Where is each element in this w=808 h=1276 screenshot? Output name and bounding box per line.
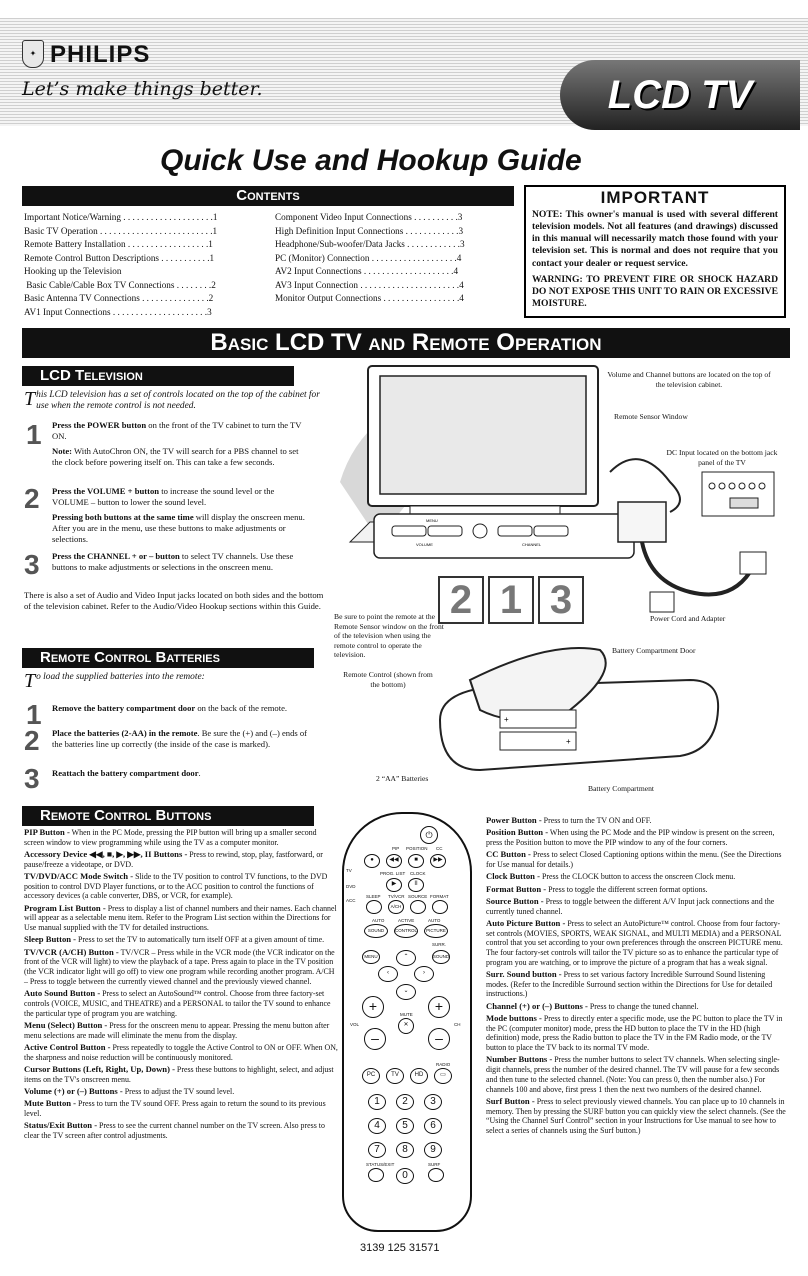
desc-mode: Mode buttons - Press to directly enter a specific mode, use the PC button to place the TV in the PC (computer monitor) mode, press the HD button to place the TV in the HD (high definition) mode, press the Radio button to place the TV in the FM Radio mode, or the TV button to place the TV back to its normal TV mode.: [486, 1013, 783, 1053]
toc-item[interactable]: Basic TV Operation . . . . . . . . . . . . . . . . . . . . . . . . .1: [24, 225, 218, 236]
auto-picture-button[interactable]: PICTURE: [424, 924, 448, 938]
pip-button[interactable]: ●: [364, 854, 380, 868]
number-button-7[interactable]: 7: [368, 1142, 386, 1158]
number-button-2[interactable]: 2: [396, 1094, 414, 1110]
important-heading: IMPORTANT: [600, 188, 710, 207]
number-button-3[interactable]: 3: [424, 1094, 442, 1110]
number-button-1[interactable]: 1: [368, 1094, 386, 1110]
cursor-down-button[interactable]: ⌄: [396, 984, 416, 1000]
prog-list-label: PROG. LIST: [380, 871, 406, 876]
sleep-button[interactable]: [366, 900, 382, 914]
contents-heading: Contents: [22, 186, 514, 206]
active-label: ACTIVE: [398, 918, 415, 923]
toc-item[interactable]: Monitor Output Connections . . . . . . . . . . . . . . . . .4: [275, 293, 464, 303]
status-exit-label: STATUS/EXIT: [366, 1162, 395, 1167]
desc-source: Source Button - Press to toggle between the different A/V Input jack connections and the currently tuned channel.: [486, 895, 775, 916]
number-button-0[interactable]: 0: [396, 1168, 414, 1184]
callout-1: 1: [488, 576, 534, 624]
aa-batteries-caption: 2 “AA” Batteries: [376, 774, 429, 783]
batteries-heading: Remote Control Batteries: [22, 648, 314, 668]
desc-menu: Menu (Select) Button - Press for the onscreen menu to appear. Pressing the menu button after menu selections are made will eliminate the menu from the display.: [24, 1019, 330, 1040]
desc-auto-sound: Auto Sound Button - Press to select an AutoSound™ control. Choose from three factory-set controls (VOICE, MUSIC, and THEATRE) and a PERSONAL to tailor the TV sound to enhance the particular type of program you are watching.: [24, 988, 331, 1018]
desc-accessory: Accessory Device ◀◀, ■, ▶, ▶▶, II Buttons - Press to rewind, stop, play, fastforward, or pause/freeze a videotape, or DVD.: [24, 849, 323, 869]
stop-button[interactable]: ■: [408, 854, 424, 868]
desc-format: Format Button - Press to toggle the different screen format options.: [486, 883, 708, 894]
surf-button[interactable]: [428, 1168, 444, 1182]
buttons-right-column: [486, 816, 788, 1138]
cc-label: CC: [436, 846, 443, 851]
desc-program-list: Program List Button - Press to display a list of channel numbers and their names. Each channel will appear as a selectable menu item. Refer to the Program List section within the Directions for Use manual supplied with the TV for detailed instructions.: [24, 902, 337, 933]
toc-right: [275, 211, 515, 306]
toc-item[interactable]: Component Video Input Connections . . . . . . . . . .3: [275, 212, 463, 222]
tv-screen-icon: [380, 376, 586, 494]
desc-mute: Mute Button - Press to turn the TV sound OFF. Press again to return the sound to its previous level.: [24, 1098, 326, 1118]
source-button[interactable]: [410, 900, 426, 914]
mute-button[interactable]: ✕: [398, 1018, 414, 1034]
surf-label: SURF: [428, 1162, 441, 1167]
vol-label: VOL: [350, 1022, 360, 1027]
desc-pip: PIP Button - When in the PC Mode, pressing the PIP button will bring up a smaller second screen window to view programming while using the TV as a computer monitor.: [24, 827, 317, 847]
cursor-up-button[interactable]: ⌃: [396, 950, 416, 966]
step-number: 3: [24, 549, 40, 580]
desc-mode-switch: TV/DVD/ACC Mode Switch - Slide to the TV position to control TV functions, to the DVD position to control DVD Player functions, or to the ACC position to control the functions of accessory devices (a cable converter, DBS, or VCR, for example).: [24, 871, 328, 901]
toc-item[interactable]: Headphone/Sub-woofer/Data Jacks . . . . . . . . . . . .3: [275, 239, 465, 249]
desc-number: Number Buttons - Press the number buttons to select TV channels. When selecting single-digit channels, press the number of the desired channel. The TV will pause for a few seconds and then tune to the selected channel. (Note: You can press 0, then the number also.) For channels 100 and above, first press 1 then the next two numbers of the desired channel.: [486, 1054, 780, 1094]
step-number: 2: [24, 483, 40, 514]
desc-sleep: Sleep Button - Press to set the TV to automatically turn itself OFF at a given amount of time.: [24, 934, 325, 945]
sensor-caption: Remote Sensor Window: [614, 412, 688, 421]
ch-label: CH: [454, 1022, 461, 1027]
channel-label: CHANNEL: [522, 542, 542, 547]
toc-item[interactable]: Basic Cable/Cable Box TV Connections . . . . . . . .2: [24, 279, 216, 290]
desc-auto-picture: Auto Picture Button - Press to select an AutoPicture™ control. Choose from four factory-set controls (MOVIES, SPORTS, WEAK SIGNAL, and MULTI MEDIA) and a PERSONAL control that you set according to your own preferences through the onscreen PICTURE menu. The four factory-set controls will tailor the TV picture so as to enhance the particular type of program you are watching, or to improve the picture of a program that has a weak signal.: [486, 917, 783, 967]
lcd-step-3: Press the CHANNEL + or – button to select TV channels. Use these buttons to make adjustments or selections in the onscreen menu.: [52, 551, 294, 572]
section-heading-basic-operation: Basic LCD TV and Remote Operation: [22, 328, 790, 358]
desc-surr-sound: Surr. Sound button - Press to set various factory Incredible Surround Sound listening modes. (Refer to the Incredible Surround section within the Directions for Use for detailed instructions.): [486, 969, 773, 999]
lcd-tv-badge: LCD TV: [560, 60, 800, 130]
pip-label: PIP: [392, 846, 400, 851]
svg-text:+: +: [504, 715, 509, 724]
dc-input-caption: DC Input located on the bottom jack panel of the TV: [666, 448, 778, 467]
cursor-left-button[interactable]: ‹: [378, 966, 398, 982]
toc-item: Hooking up the Television: [24, 266, 122, 276]
toc-left: [24, 211, 264, 319]
brand-tagline: Let’s make things better.: [22, 78, 263, 100]
point-remote-caption: Be sure to point the remote at the Remote Sensor window on the front of the television when using the remote control to operate the television.: [334, 612, 444, 659]
rewind-button[interactable]: ◀◀: [386, 854, 402, 868]
power-cord-caption: Power Cord and Adapter: [650, 614, 726, 623]
channel-plus-button[interactable]: +: [428, 996, 450, 1018]
desc-power: Power Button - Press to turn the TV ON and OFF.: [486, 815, 652, 825]
sleep-label: SLEEP: [366, 894, 381, 899]
auto-sound-button[interactable]: SOUND: [364, 924, 388, 938]
philips-shield-icon: ✦: [22, 40, 44, 68]
number-button-9[interactable]: 9: [424, 1142, 442, 1158]
remote-bottom-caption: Remote Control (shown from the bottom): [343, 670, 433, 689]
battery-step-2: Place the batteries (2-AA) in the remote. Be sure the (+) and (–) ends of the batteries line up correctly (the inside of the case is marked).: [52, 728, 308, 749]
battery-compartment-caption: Battery Compartment: [588, 784, 655, 793]
desc-active-control: Active Control Button - Press repeatedly to toggle the Active Control to ON or OFF. When ON, the sharpness and noise reduction will be continuously monitored.: [24, 1041, 338, 1062]
number-button-4[interactable]: 4: [368, 1118, 386, 1134]
important-note: NOTE: This owner's manual is used with several different television models. Not all features (and drawings) discussed in this manual will necessarily match those found with your television set. This is normal and does not require that you contact your dealer or request service.: [532, 208, 778, 269]
channel-minus-button[interactable]: [498, 526, 532, 536]
desc-channel: Channel (+) or (–) Buttons - Press to change the tuned channel.: [486, 1000, 699, 1011]
hd-mode-button[interactable]: HD: [410, 1068, 428, 1084]
jack-panel-icon: [702, 472, 774, 516]
toc-item[interactable]: Remote Battery Installation . . . . . . . . . . . . . . . . . .1: [24, 239, 213, 249]
svg-text:+: +: [566, 737, 571, 746]
toc-item[interactable]: Important Notice/Warning . . . . . . . . . . . . . . . . . . . .1: [24, 212, 218, 222]
tvvcr-button[interactable]: A/CH: [388, 900, 404, 914]
step-number: 1: [26, 419, 42, 450]
brand-name: PHILIPS: [50, 41, 151, 68]
vol-ch-caption: Volume and Channel buttons are located on the top of the television cabinet.: [607, 370, 771, 389]
acc-switch-label: ACC: [346, 898, 356, 903]
volume-plus-button[interactable]: +: [362, 996, 384, 1018]
cursor-right-button[interactable]: ›: [414, 966, 434, 982]
tv-switch-label: TV: [346, 868, 352, 873]
desc-volume: Volume (+) or (–) Buttons - Press to adjust the TV sound level.: [24, 1085, 235, 1096]
volume-plus-button[interactable]: [428, 526, 462, 536]
surr-sound-button[interactable]: SOUND: [432, 950, 450, 964]
channel-minus-button[interactable]: –: [428, 1028, 450, 1050]
radio-label: RADIO: [436, 1062, 451, 1067]
source-label: SOURCE: [408, 894, 428, 899]
lcd-intro: This LCD television has a set of controls located on the top of the cabinet for use when the remote control is not needed.: [24, 388, 320, 411]
format-button[interactable]: [432, 900, 448, 914]
desc-cc: CC Button - Press to select Closed Captioning options within the menu. (See the Directions for Use manual for details.): [486, 849, 782, 869]
remote-buttons-heading: Remote Control Buttons: [22, 806, 314, 826]
battery-icon: [500, 710, 576, 728]
position-label: POSITION: [406, 846, 428, 851]
remote-bottom-illustration: [420, 640, 720, 790]
step-number: 1: [26, 699, 42, 730]
power-button[interactable]: [473, 524, 487, 538]
desc-cursor: Cursor Buttons (Left, Right, Up, Down) - Press these buttons to highlight, select, and adjust items on the TV's onscreen menu.: [24, 1063, 334, 1084]
lcd-step-1: Press the POWER button on the front of the TV cabinet to turn the TV ON. Note: With AutoChron ON, the TV will search for a PBS channel to set the clock before powering itself on. This can take a few seconds.: [52, 420, 302, 467]
callout-3: 3: [538, 576, 584, 624]
toc-item[interactable]: PC (Monitor) Connection . . . . . . . . . . . . . . . . . . .4: [275, 252, 462, 263]
battery-step-1: Remove the battery compartment door on the back of the remote.: [52, 703, 288, 713]
toc-item[interactable]: Remote Control Button Descriptions . . . . . . . . . . .1: [24, 252, 215, 263]
battery-door-caption: Battery Compartment Door: [612, 646, 696, 655]
pause-button[interactable]: II: [408, 878, 424, 892]
format-label: FORMAT: [430, 894, 449, 899]
clock-label: CLOCK: [410, 871, 426, 876]
desc-clock: Clock Button - Press the CLOCK button to access the onscreen Clock menu.: [486, 871, 736, 882]
volume-minus-button[interactable]: [392, 526, 426, 536]
volume-minus-button[interactable]: –: [364, 1028, 386, 1050]
volume-label: VOLUME: [416, 542, 433, 547]
important-warning: WARNING: TO PREVENT FIRE OR SHOCK HAZARD DO NOT EXPOSE THIS UNIT TO RAIN OR EXCESSIVE MOISTURE.: [532, 273, 778, 310]
document-code: 3139 125 31571: [360, 1242, 440, 1254]
lcd-step-2: Press the VOLUME + button to increase the sound level or the VOLUME – button to lower the sound level. Pressing both buttons at the same time will display the onscreen menu. After you are in the menu, use these buttons to make adjustments or selections.: [52, 486, 305, 544]
toc-item[interactable]: Basic Antenna TV Connections . . . . . . . . . . . . . . .2: [24, 293, 214, 303]
number-button-8[interactable]: 8: [396, 1142, 414, 1158]
page-title: Quick Use and Hookup Guide: [160, 144, 582, 177]
toc-item[interactable]: High Definition Input Connections . . . . . . . . . . . .3: [275, 225, 464, 236]
lcd-footer-text: There is also a set of Audio and Video Input jacks located on both sides and the bottom of the television cabinet. Refer to the Audio/Video Hookup sections within this Guide.: [24, 590, 324, 611]
menu-button[interactable]: MENU: [362, 950, 380, 964]
number-button-5[interactable]: 5: [396, 1118, 414, 1134]
desc-status-exit: Status/Exit Button - Press to see the current channel number on the TV screen. Also press to clear the TV screen after control adjustments.: [24, 1120, 325, 1140]
battery-step-3: Reattach the battery compartment door.: [52, 768, 201, 778]
auto-label: AUTO: [372, 918, 385, 923]
power-button[interactable]: ⏻: [420, 826, 438, 844]
toc-item[interactable]: AV3 Input Connection . . . . . . . . . . . . . . . . . . . . . .4: [275, 279, 464, 290]
lcd-television-heading: LCD Television: [22, 366, 294, 386]
prog-list-button[interactable]: ▶: [386, 878, 402, 892]
toc-item[interactable]: AV1 Input Connections . . . . . . . . . . . . . . . . . . . . .3: [24, 306, 212, 317]
desc-surf: Surf Button - Press to select previously viewed channels. You can place up to 10 channels in memory. Then by pressing the SURF button you can quickly view the select channels. (See the “Using the Channel Surf Control” section in your Instructions for Use manual to see how to select a series of channels using the Surf button.): [486, 1095, 786, 1135]
tvvcr-label: TV/VCR: [388, 894, 405, 899]
desc-position: Position Button - When using the PC Mode and the PIP window is present on the screen, press the Position button to move the PIP window to any of the four corners.: [486, 827, 775, 847]
menu-label: MENU: [426, 518, 438, 523]
active-control-button[interactable]: CONTROL: [394, 924, 418, 938]
tv-mode-button[interactable]: TV: [386, 1068, 404, 1084]
cc-button[interactable]: ▶▶: [430, 854, 446, 868]
desc-tvvcr: TV/VCR (A/CH) Button - TV/VCR – Press while in the VCR mode (the VCR indicator on the front of the VCR will light) to view the playback of a tape. Press again to place in the TV position (the VCR indicator light will go off) to view one program while recording another program. A/CH – Press to toggle between the currently viewed channel and the previously viewed channel.: [24, 946, 335, 986]
radio-mode-button[interactable]: ▭: [434, 1068, 452, 1084]
surr-label: SURR.: [432, 942, 447, 947]
status-exit-button[interactable]: [368, 1168, 384, 1182]
brand-block: [22, 40, 150, 69]
toc-item[interactable]: AV2 Input Connections . . . . . . . . . . . . . . . . . . . .4: [275, 266, 459, 276]
battery-icon: [500, 732, 576, 750]
batteries-intro: To load the supplied batteries into the remote:: [24, 670, 205, 692]
number-button-6[interactable]: 6: [424, 1118, 442, 1134]
important-notice-box: [524, 185, 786, 318]
auto-label: AUTO: [428, 918, 441, 923]
mute-label: MUTE: [400, 1012, 413, 1017]
step-number: 3: [24, 763, 40, 794]
pc-mode-button[interactable]: PC: [362, 1068, 380, 1084]
callout-2: 2: [438, 576, 484, 624]
dvd-switch-label: DVD: [346, 884, 356, 889]
buttons-left-column: [24, 828, 338, 1143]
step-number: 2: [24, 725, 40, 756]
channel-plus-button[interactable]: [534, 526, 568, 536]
